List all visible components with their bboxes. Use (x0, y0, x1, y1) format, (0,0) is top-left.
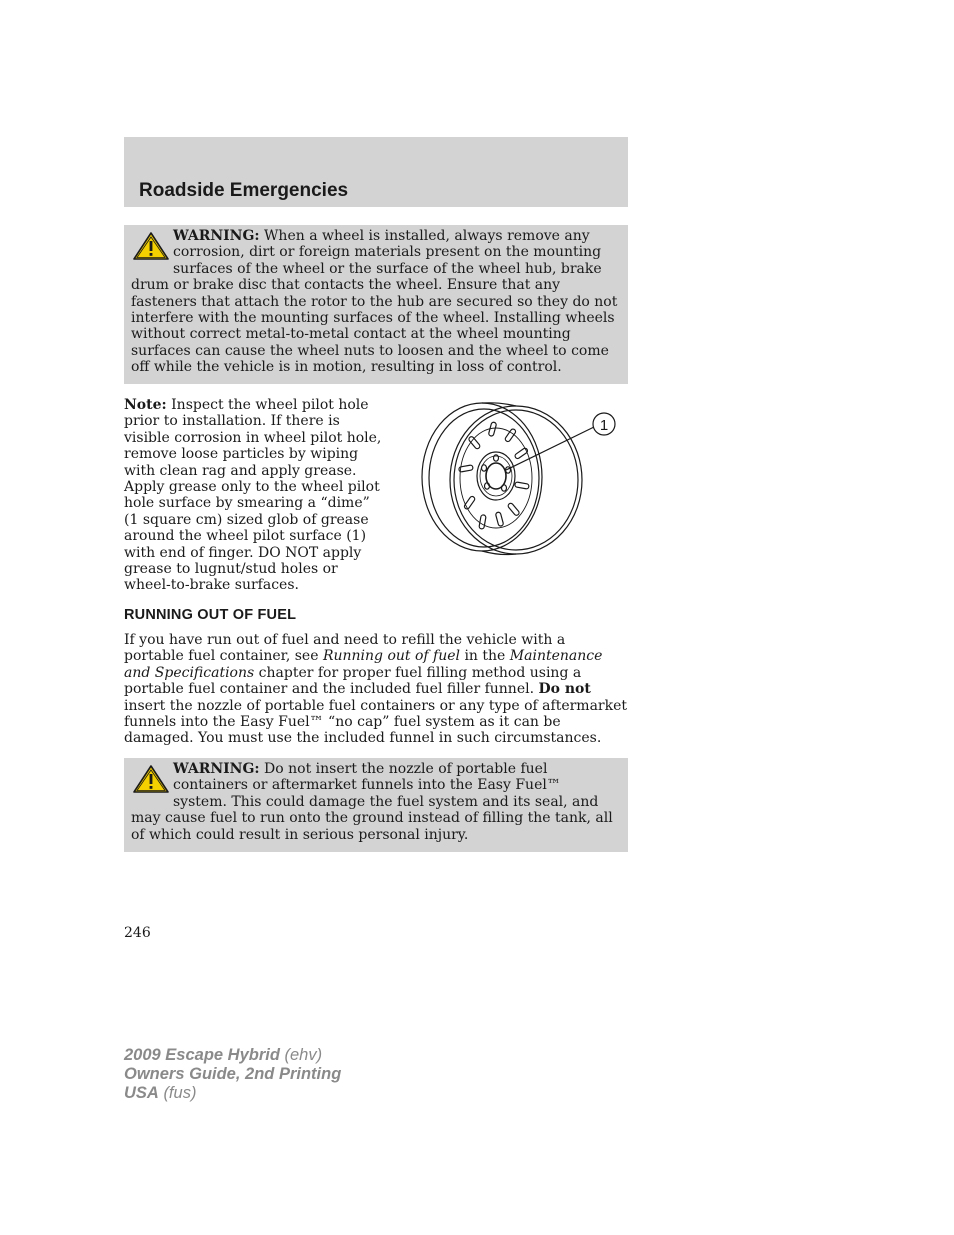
warning-text: When a wheel is installed, always remove any corrosion, dirt or foreign materials present on the mounting surfaces of the wheel or the surface of the wheel hub, brake drum or brake disc that contacts the wheel. Ensure that any fasteners that attach the rotor to the hub are secured so they do not interfere with the mounting surfaces of the wheel. Installing wheels without correct metal-to-metal contact at the wheel mounting surfaces can cause the wheel nuts to loosen and the wheel to come off while the vehicle is in motion, resulting in loss of control. (131, 228, 618, 376)
warning-box-fuel (124, 758, 628, 852)
warning-triangle-icon (131, 764, 171, 794)
note-text: Inspect the wheel pilot hole prior to installation. If there is visible corrosion in wheel pilot hole, remove loose particles by wiping with clean rag and apply grease. Apply grease only to the wheel pilot hole surface by smearing a “dime” (1 square cm) sized glob of grease around the wheel pilot surface (1) with end of finger. DO NOT apply grease to lugnut/stud holes or wheel-to-brake surfaces. (124, 397, 382, 594)
warning-label: WARNING: (173, 761, 260, 777)
body-paragraph (124, 632, 628, 747)
header-band (124, 137, 628, 207)
page-number: 246 (124, 925, 151, 941)
warning-text: Do not insert the nozzle of portable fuel containers or aftermarket funnels into the Easy Fuel™ system. This could damage the fuel system and its seal, and may cause fuel to run onto the ground instead of filling the tank, all of which could result in serious personal injury. (131, 761, 613, 843)
page-title: Roadside Emergencies (139, 180, 349, 201)
body-bold-text: Do not (538, 681, 591, 698)
callout-number: 1 (599, 417, 609, 434)
wheel-illustration (420, 400, 625, 560)
warning-box-wheel (124, 225, 628, 384)
body-text: chapter for proper fuel filling method using a portable fuel container and the included fuel filler funnel. (124, 664, 582, 698)
body-text: in the (460, 648, 510, 665)
footer (124, 1046, 341, 1103)
footer-market-code: (fus) (163, 1084, 197, 1102)
note-paragraph (124, 397, 382, 594)
footer-market: USA (124, 1084, 159, 1102)
footer-model-code: (ehv) (284, 1046, 323, 1064)
section-heading: RUNNING OUT OF FUEL (124, 607, 297, 623)
body-italic-ref: Running out of fuel (322, 648, 460, 665)
body-text: If you have run out of fuel and need to refill the vehicle with a portable fuel container, see (124, 632, 566, 665)
body-italic-ref: Maintenance and Specifications (124, 648, 603, 681)
footer-edition: Owners Guide, 2nd Printing (124, 1065, 342, 1083)
warning-triangle-icon (131, 231, 171, 261)
footer-model: 2009 Escape Hybrid (124, 1046, 280, 1064)
note-label: Note: (124, 397, 167, 413)
body-text: insert the nozzle of portable fuel containers or any type of aftermarket funnels into the Easy Fuel™ “no cap” fuel system as it can be damaged. You must use the included funnel in such circumstances. (124, 697, 628, 747)
warning-label: WARNING: (173, 228, 260, 244)
